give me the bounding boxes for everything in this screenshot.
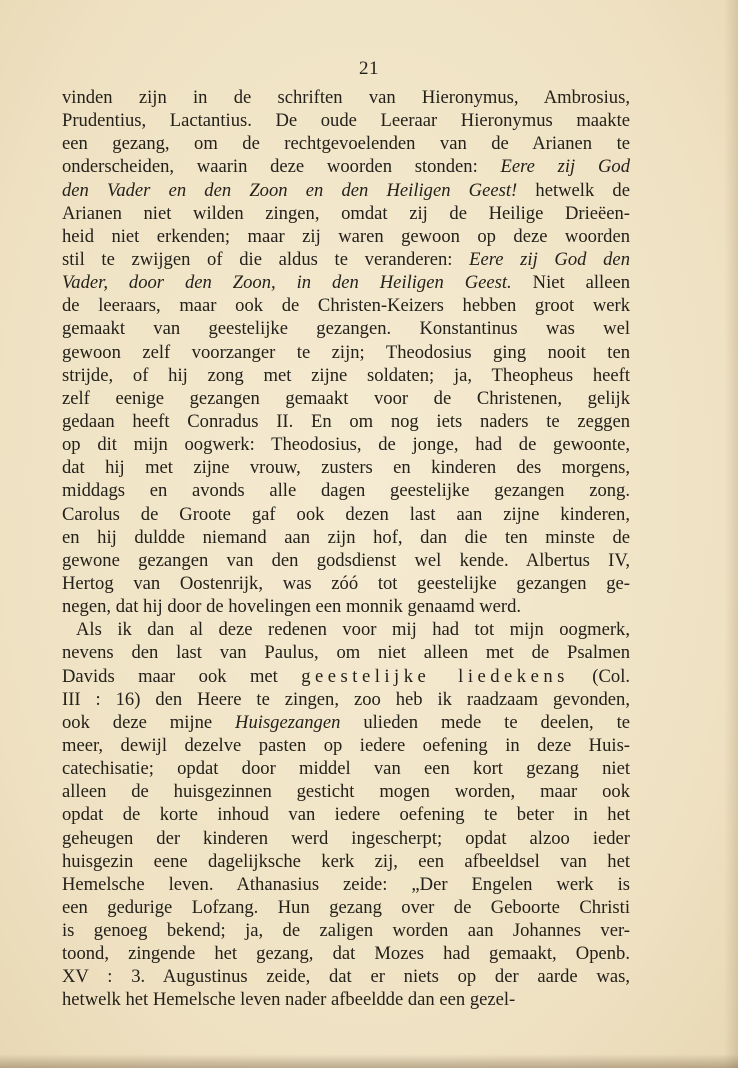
text-segment: gewone gezangen van den godsdienst wel kende. Albertus IV,	[62, 549, 630, 571]
text-line	[62, 433, 630, 456]
text-line	[62, 225, 630, 248]
text-segment: nevens den last van Paulus, om niet alleen met de Psalmen	[62, 642, 630, 664]
text-line	[62, 641, 630, 664]
text-segment: is genoeg bekend; ja, de zaligen worden aan Johannes ver-	[62, 920, 630, 942]
text-segment: Davids maar ook met	[62, 665, 302, 687]
text-line	[62, 86, 630, 109]
text-line	[62, 919, 630, 942]
italic-text: Huisgezangen	[235, 711, 341, 733]
text-line	[62, 873, 630, 896]
page-bottom-edge	[0, 1054, 738, 1068]
text-segment: Arianen niet wilden zingen, omdat zij de Heilige Drieëen-	[62, 202, 630, 224]
italic-text: Eere zij God den	[469, 248, 630, 270]
text-line	[62, 618, 630, 641]
text-line	[62, 317, 630, 340]
text-line	[62, 665, 630, 688]
text-line	[62, 526, 630, 549]
text-line	[62, 734, 630, 757]
text-line	[62, 248, 630, 271]
text-line	[62, 780, 630, 803]
text-segment: ook deze mijne	[62, 711, 236, 733]
text-segment: meer, dewijl dezelve pasten op iedere oefening in deze Huis-	[62, 734, 630, 756]
text-line	[62, 572, 630, 595]
text-segment: Hertog van Oostenrijk, was zóó tot geestelijke gezangen ge-	[62, 572, 630, 594]
text-segment: op dit mijn oogwerk: Theodosius, de jonge, had de gewoonte,	[62, 434, 630, 456]
text-segment: Hemelsche leven. Athanasius zeide: „Der Engelen werk is	[62, 873, 630, 895]
text-segment: de leeraars, maar ook de Christen-Keizers hebben groot werk	[62, 295, 630, 317]
text-line	[62, 155, 630, 178]
text-line	[62, 503, 630, 526]
text-line	[62, 988, 630, 1011]
text-segment: geheugen der kinderen werd ingescherpt; opdat alzoo ieder	[62, 827, 630, 849]
text-line	[62, 942, 630, 965]
text-segment: toond, zingende het gezang, dat Mozes had gemaakt, Openb.	[62, 943, 630, 965]
text-line	[62, 688, 630, 711]
text-segment: Carolus de Groote gaf ook dezen last aan zijne kinderen,	[62, 503, 630, 525]
text-segment: en hij duldde niemand aan zijn hof, dan die ten minste de	[62, 526, 630, 548]
text-segment: huisgezin eene dagelijksche kerk zij, een afbeeldsel van het	[62, 850, 630, 872]
text-segment: dat hij met zijne vrouw, zusters en kinderen des morgens,	[62, 457, 630, 479]
text-segment: III : 16) den Heere te zingen, zoo heb ik raadzaam gevonden,	[62, 688, 630, 710]
body-text	[62, 86, 630, 1012]
text-line	[62, 803, 630, 826]
spaced-text: geestelijke liedekens	[301, 665, 569, 687]
text-segment: gewoon zelf voorzanger te zijn; Theodosius ging nooit ten	[62, 341, 630, 363]
page-edge-shadow	[724, 0, 738, 1068]
text-line	[62, 711, 630, 734]
text-segment: XV : 3. Augustinus zeide, dat er niets op der aarde was,	[62, 966, 630, 988]
text-segment: (Col.	[568, 665, 631, 687]
text-segment: een gedurige Lofzang. Hun gezang over de Geboorte Christi	[62, 896, 630, 918]
text-line	[62, 595, 630, 618]
text-segment: een gezang, om de rechtgevoelenden van de Arianen te	[62, 133, 630, 155]
text-segment: onderscheiden, waarin deze woorden stonden:	[62, 156, 501, 178]
text-line	[62, 271, 630, 294]
text-segment: hetwelk de	[517, 179, 630, 201]
text-segment: zelf eenige gezangen gemaakt voor de Christenen, gelijk	[62, 387, 630, 409]
text-segment: vinden zijn in de schriften van Hieronymus, Ambrosius,	[62, 87, 630, 108]
text-line	[62, 410, 630, 433]
text-segment: hetwelk het Hemelsche leven nader afbeeldde dan een gezel-	[62, 989, 516, 1011]
text-segment: strijde, of hij zong met zijne soldaten; ja, Theopheus heeft	[62, 364, 630, 386]
text-line	[62, 132, 630, 155]
text-segment: negen, dat hij door de hovelingen een monnik genaamd werd.	[62, 596, 522, 618]
text-line	[62, 896, 630, 919]
text-segment: Niet alleen	[511, 272, 630, 294]
text-segment: gedaan heeft Conradus II. En om nog iets naders te zeggen	[62, 410, 630, 432]
text-segment: ulieden mede te deelen, te	[340, 711, 630, 733]
text-line	[62, 456, 630, 479]
text-line	[62, 387, 630, 410]
text-line	[62, 827, 630, 850]
text-segment: stil te zwijgen of die aldus te veranderen:	[62, 248, 470, 270]
text-line	[62, 364, 630, 387]
text-line	[62, 757, 630, 780]
text-segment: gemaakt van geestelijke gezangen. Konstantinus was wel	[62, 318, 630, 340]
text-segment: catechisatie; opdat door middel van een kort gezang niet	[62, 758, 630, 780]
text-line	[62, 965, 630, 988]
text-segment: Als ik dan al deze redenen voor mij had tot mijn oogmerk,	[76, 619, 630, 641]
text-segment: alleen de huisgezinnen gesticht mogen worden, maar ook	[62, 781, 630, 803]
text-segment: heid niet erkenden; maar zij waren gewoon op deze woorden	[62, 225, 630, 247]
text-line	[62, 850, 630, 873]
text-line	[62, 202, 630, 225]
text-line	[62, 294, 630, 317]
text-line	[62, 549, 630, 572]
italic-text: Eere zij God	[500, 156, 630, 178]
text-segment: opdat de korte inhoud van iedere oefening te beter in het	[62, 804, 630, 826]
text-line	[62, 479, 630, 502]
page-number: 21	[359, 58, 379, 79]
text-line	[62, 179, 630, 202]
text-line	[62, 109, 630, 132]
text-line	[62, 341, 630, 364]
text-segment: Prudentius, Lactantius. De oude Leeraar Hieronymus maakte	[62, 110, 630, 132]
italic-text: den Vader en den Zoon en den Heiligen Geest!	[62, 179, 518, 201]
italic-text: Vader, door den Zoon, in den Heiligen Geest.	[62, 272, 512, 294]
text-segment: middags en avonds alle dagen geestelijke gezangen zong.	[62, 480, 630, 502]
